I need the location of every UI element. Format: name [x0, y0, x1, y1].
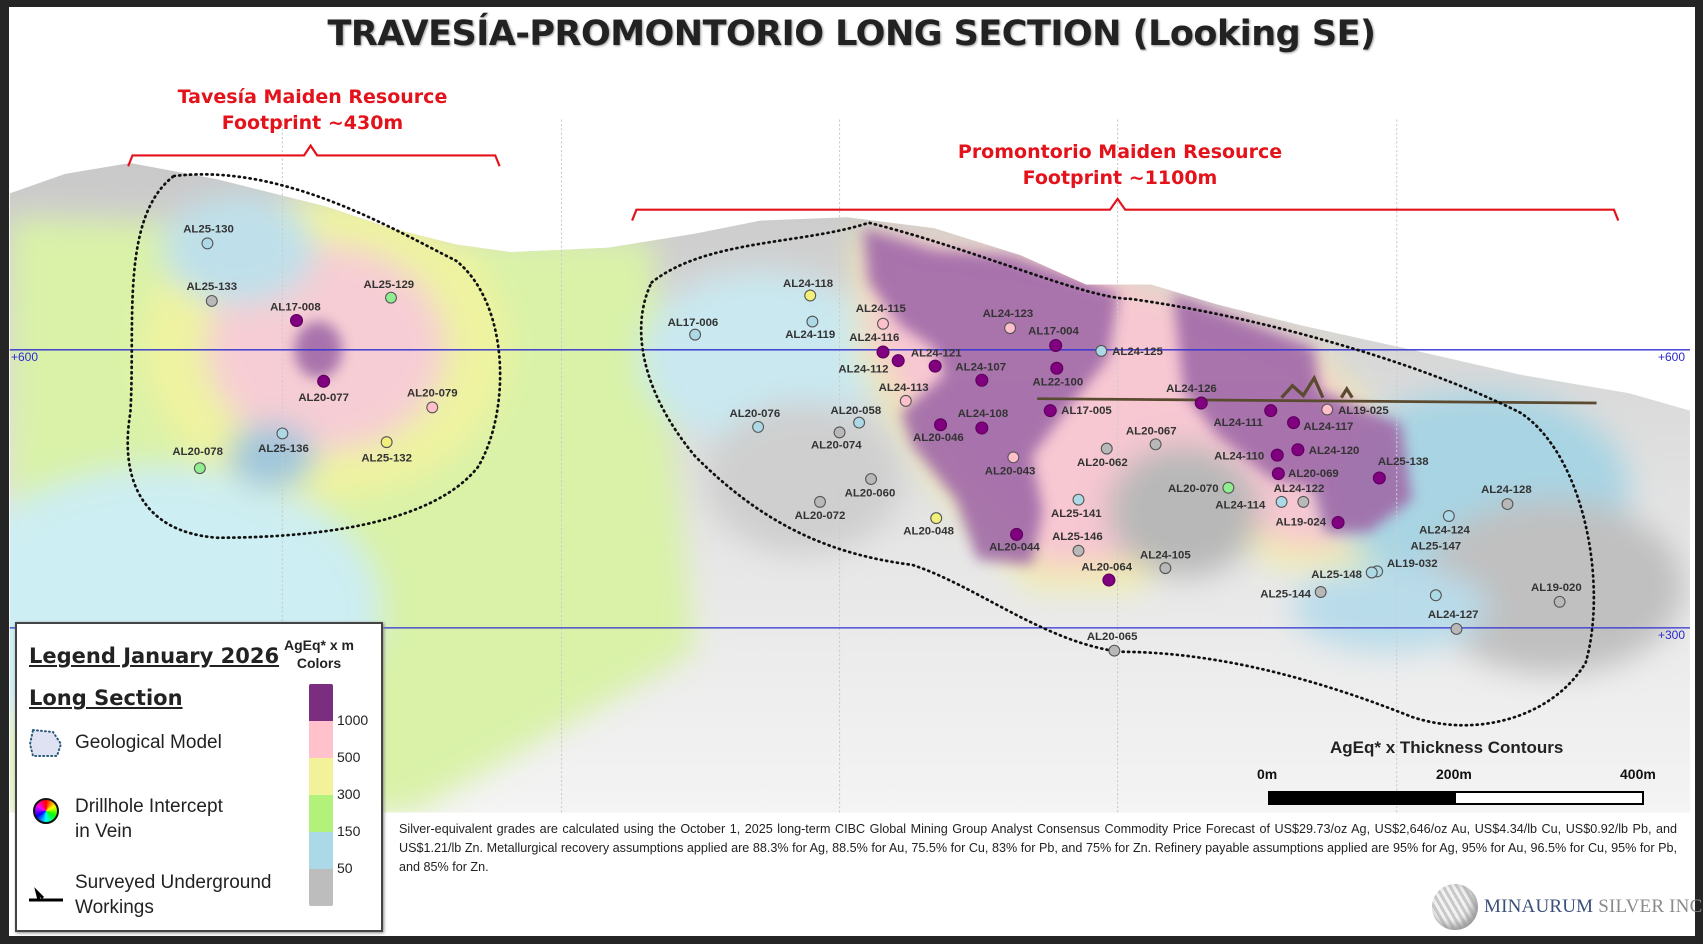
drillhole-label: AL20-078	[172, 446, 223, 459]
drillhole-label: AL20-064	[1081, 561, 1133, 574]
drillhole-label: AL17-006	[667, 316, 719, 329]
drillhole-label: AL24-124	[1419, 524, 1470, 537]
drillhole-label: AL24-122	[1273, 483, 1325, 496]
drillhole-label: AL25-148	[1311, 568, 1362, 581]
drillhole-intercept-marker	[976, 422, 988, 434]
drillhole-intercept-marker	[1373, 472, 1385, 484]
drillhole-label: AL20-065	[1086, 630, 1138, 643]
legend-workings-line2: Workings	[75, 897, 154, 918]
drillhole-label: AL19-020	[1531, 581, 1582, 594]
drillhole-label: AL25-144	[1260, 588, 1311, 601]
drillhole-intercept-marker	[1332, 517, 1344, 529]
drillhole-intercept-marker	[1288, 417, 1300, 429]
drillhole-label: AL24-107	[955, 361, 1007, 374]
colorbar-tick-label: 150	[337, 823, 361, 839]
drillhole-intercept-marker	[929, 360, 941, 372]
drillhole-intercept-marker	[1011, 528, 1023, 540]
drillhole-label: AL24-128	[1481, 484, 1532, 497]
drillhole-label: AL20-070	[1167, 483, 1219, 496]
colorbar-swatch	[309, 832, 333, 869]
drillhole-intercept-marker	[1292, 444, 1304, 456]
logo-name-main: MINAURUM	[1484, 896, 1594, 917]
drillhole-label: AL25-130	[183, 223, 234, 236]
drillhole-label: AL22-100	[1032, 376, 1084, 389]
drillhole-label: AL20-074	[810, 439, 862, 452]
travesia-annotation-line2: Footprint ~430m	[221, 112, 404, 134]
colorbar-tick-label: 50	[337, 860, 353, 876]
drillhole-label: AL20-048	[903, 525, 954, 538]
drillhole-intercept-marker	[206, 296, 217, 307]
drillhole-label: AL19-032	[1386, 558, 1438, 571]
drillhole-label: AL24-110	[1214, 450, 1265, 463]
drillhole-intercept-marker	[1051, 362, 1063, 374]
drillhole-label: AL24-105	[1140, 549, 1191, 562]
drillhole-al20-069	[1272, 468, 1338, 480]
drillhole-label: AL24-119	[785, 328, 836, 341]
drillhole-intercept-marker	[381, 437, 392, 448]
drillhole-label: AL20-077	[298, 391, 349, 404]
drillhole-label: AL20-072	[794, 510, 846, 523]
drillhole-label: AL25-138	[1377, 455, 1429, 468]
drillhole-label: AL20-062	[1077, 457, 1128, 470]
colorbar-swatch	[309, 758, 333, 795]
drillhole-intercept-marker	[1554, 596, 1565, 607]
drillhole-intercept-marker	[1103, 574, 1115, 586]
drillhole-label: AL24-115	[855, 302, 906, 315]
colorbar-tick-label: 1000	[337, 712, 369, 728]
drillhole-label: AL24-108	[957, 408, 1009, 421]
logo-globe-icon	[1432, 884, 1478, 930]
drillhole-intercept-marker	[892, 355, 904, 367]
drillhole-intercept-marker	[202, 238, 213, 249]
drillhole-intercept-marker	[1005, 323, 1016, 334]
underground-workings-icon	[27, 886, 67, 906]
drillhole-intercept-marker	[194, 463, 205, 474]
drillhole-intercept-marker	[386, 292, 397, 303]
drillhole-label: AL24-113	[878, 382, 929, 395]
drillhole-intercept-marker	[805, 290, 816, 301]
geological-model-icon	[27, 726, 67, 760]
drillhole-label: AL20-069	[1288, 467, 1339, 480]
drillhole-label: AL17-004	[1028, 325, 1079, 338]
drillhole-label: AL20-060	[844, 487, 896, 500]
drillhole-intercept-marker	[1366, 567, 1377, 578]
drillhole-intercept-marker	[834, 427, 845, 438]
travesia-annotation-line1: Tavesía Maiden Resource	[177, 86, 448, 108]
drillhole-intercept-marker	[1073, 545, 1084, 556]
drillhole-al17-005	[1044, 405, 1112, 417]
drillhole-label: AL20-076	[729, 408, 781, 421]
scale-tick-0: 0m	[1257, 766, 1278, 782]
drillhole-label: AL20-046	[913, 432, 964, 445]
level-label-600-left: +600	[11, 350, 39, 364]
drillhole-intercept-marker	[900, 395, 911, 406]
drillhole-label: AL24-117	[1303, 421, 1354, 434]
footnote: Silver-equivalent grades are calculated using the October 1, 2025 long-term CIBC Global Mining Group Analyst Consensus Commodity Price Forecast of US$29.73/oz Ag, US$2,646/oz Au, US$4.34/lb Cu, US$0.92/lb Pb, and US$1.21/lb Zn. Metallurgical recovery assumptions applied are 88.3% for Ag, 88.5% for Au, 75.5% for Cu, 83% for Pb, and 75% for Zn. Refinery payable assumptions applied are 95% for Ag, 95% for Au, 96.5% for Cu, 95% for Pb, and 85% for Zn.	[399, 822, 1677, 874]
drillhole-intercept-marker	[1315, 587, 1326, 598]
drillhole-label: AL24-118	[783, 277, 834, 290]
logo-name-rest: SILVER INC	[1593, 896, 1703, 917]
drillhole-label: AL25-129	[363, 278, 415, 291]
promontorio-annotation	[940, 139, 1300, 191]
drillhole-label: AL24-121	[910, 347, 962, 360]
drillhole-intercept-marker	[318, 375, 330, 387]
drillhole-label: AL24-120	[1308, 445, 1360, 458]
travesia-footprint-bracket	[128, 146, 499, 167]
drillhole-intercept-marker	[1150, 439, 1161, 450]
legend-workings-line1: Surveyed Underground	[75, 872, 272, 893]
drillhole-intercept-marker	[1050, 339, 1062, 351]
scale-tick-200: 200m	[1436, 766, 1472, 782]
drillhole-label: AL25-132	[361, 452, 412, 465]
colorbar-swatch	[309, 795, 333, 832]
drillhole-intercept-marker	[1298, 496, 1309, 507]
promontorio-annotation-line1: Promontorio Maiden Resource	[957, 141, 1283, 163]
colorbar-title	[279, 636, 359, 672]
level-label-300-right: +300	[1658, 628, 1686, 642]
drillhole-intercept-marker	[1223, 482, 1234, 493]
drillhole-label: AL24-114	[1215, 499, 1266, 512]
drillhole-intercept-marker	[807, 316, 818, 327]
colorbar-title-line1: AgEq* x m	[283, 637, 354, 653]
drillhole-intercept-icon	[33, 798, 59, 824]
legend-geological-model: Geological Model	[75, 732, 222, 753]
drillhole-intercept-marker	[854, 417, 865, 428]
drillhole-label: AL25-146	[1052, 530, 1103, 543]
drillhole-label: AL20-067	[1125, 425, 1177, 438]
drillhole-label: AL25-147	[1410, 540, 1462, 553]
legend-subtitle: Long Section	[29, 686, 183, 710]
drillhole-label: AL20-079	[406, 387, 458, 400]
company-logo	[1432, 884, 1702, 930]
drillhole-intercept-marker	[1276, 496, 1287, 507]
drillhole-label: AL24-127	[1427, 609, 1479, 622]
drillhole-label: AL24-111	[1213, 416, 1263, 429]
drillhole-intercept-marker	[1195, 397, 1207, 409]
legend-title: Legend January 2026	[29, 644, 280, 668]
drillhole-label: AL17-005	[1061, 404, 1112, 417]
drillhole-intercept-marker	[753, 421, 764, 432]
drillhole-label: AL24-125	[1112, 346, 1163, 359]
drillhole-label: AL25-133	[186, 281, 238, 294]
drillhole-intercept-marker	[1322, 404, 1333, 415]
promontorio-footprint-bracket	[632, 199, 1618, 221]
colorbar-title-line2: Colors	[296, 655, 342, 671]
travesia-annotation	[170, 84, 455, 136]
drillhole-intercept-marker	[1101, 443, 1112, 454]
drillhole-label: AL25-136	[258, 442, 309, 455]
drillhole-label: AL20-044	[989, 541, 1040, 554]
drillhole-label: AL17-008	[270, 301, 321, 314]
drillhole-intercept-marker	[1073, 494, 1084, 505]
drillhole-intercept-marker	[690, 329, 701, 340]
drillhole-intercept-marker	[1443, 511, 1454, 522]
drillhole-intercept-marker	[976, 374, 988, 386]
drillhole-intercept-marker	[1109, 645, 1120, 656]
colorbar-tick-label: 500	[337, 749, 361, 765]
level-label-600-right: +600	[1658, 350, 1686, 364]
colorbar-swatch	[309, 684, 333, 721]
drillhole-label: AL24-112	[838, 363, 889, 376]
drillhole-intercept-marker	[427, 402, 438, 413]
drillhole-intercept-marker	[1044, 405, 1056, 417]
drillhole-label: AL24-123	[982, 308, 1034, 321]
scale-tick-400: 400m	[1620, 766, 1656, 782]
drillhole-intercept-marker	[935, 419, 947, 431]
drillhole-label: AL20-058	[830, 404, 882, 417]
legend-drillhole-line1: Drillhole Intercept	[75, 796, 223, 817]
drillhole-intercept-marker	[291, 315, 303, 327]
drillhole-intercept-marker	[878, 318, 889, 329]
drillhole-intercept-marker	[1272, 468, 1284, 480]
colorbar-swatch	[309, 721, 333, 758]
legend-panel	[15, 622, 383, 932]
legend-drillhole-line2: in Vein	[75, 821, 133, 842]
drillhole-intercept-marker	[877, 346, 889, 358]
drillhole-label: AL24-126	[1166, 383, 1217, 396]
drillhole-intercept-marker	[1265, 405, 1277, 417]
drillhole-intercept-marker	[1451, 624, 1462, 635]
page-title: TRAVESÍA-PROMONTORIO LONG SECTION (Looking SE)	[327, 14, 1376, 54]
drillhole-al19-024	[1275, 517, 1344, 529]
drillhole-intercept-marker	[1430, 590, 1441, 601]
drillhole-label: AL24-116	[849, 332, 900, 345]
legend-drillhole-intercept	[75, 794, 223, 844]
drillhole-intercept-marker	[1008, 452, 1019, 463]
colorbar	[309, 684, 333, 906]
colorbar-swatch	[309, 869, 333, 906]
colorbar-tick-label: 300	[337, 786, 361, 802]
scale-title: AgEq* x Thickness Contours	[1330, 738, 1564, 757]
drillhole-intercept-marker	[1271, 449, 1283, 461]
drillhole-label: AL19-025	[1338, 404, 1389, 417]
drillhole-label: AL19-024	[1275, 516, 1327, 529]
drillhole-intercept-marker	[815, 496, 826, 507]
drillhole-label: AL25-141	[1050, 508, 1102, 521]
drillhole-intercept-marker	[866, 474, 877, 485]
promontorio-annotation-line2: Footprint ~1100m	[1022, 167, 1218, 189]
drillhole-intercept-marker	[277, 428, 288, 439]
logo-name	[1484, 896, 1702, 918]
drillhole-label: AL20-043	[984, 465, 1036, 478]
legend-underground-workings	[75, 870, 271, 920]
drillhole-intercept-marker	[1160, 563, 1171, 574]
scale-bar	[1268, 791, 1644, 805]
drillhole-intercept-marker	[1096, 345, 1107, 356]
drillhole-intercept-marker	[931, 513, 942, 524]
drillhole-intercept-marker	[1502, 499, 1513, 510]
